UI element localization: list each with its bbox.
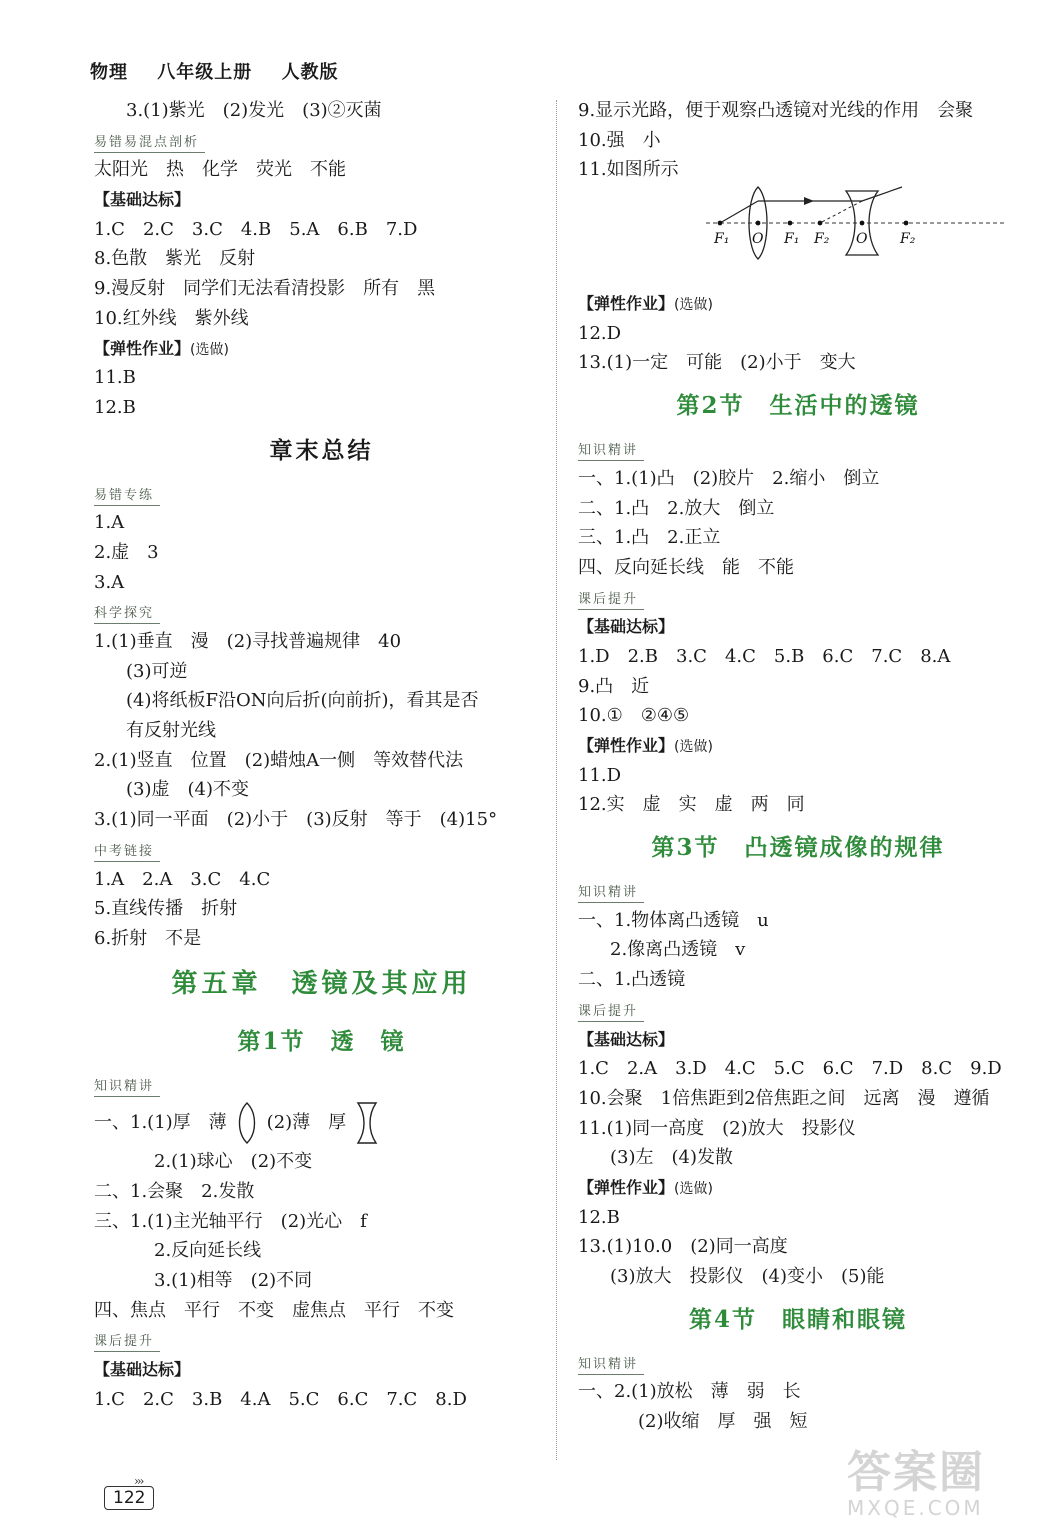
answer-line: 一、2.(1)放松 薄 弱 长 bbox=[578, 1381, 801, 1403]
answer-line: 1.A bbox=[94, 512, 125, 534]
section-tag bbox=[94, 479, 549, 509]
focus-point bbox=[818, 221, 823, 226]
answer-line: 2.像离凸透镜 v bbox=[610, 939, 746, 961]
answer-line: 2.(1)竖直 位置 (2)蜡烛A一侧 等效替代法 bbox=[94, 749, 464, 771]
answer-line: 四、焦点 平行 不变 虚焦点 平行 不变 bbox=[94, 1299, 454, 1321]
exercise-group-note: (选做) bbox=[674, 297, 713, 314]
header-grade: 八年级上册 bbox=[157, 62, 253, 83]
focus-point bbox=[788, 221, 793, 226]
figure-label: F₂ bbox=[814, 231, 830, 248]
figure-label: F₂ bbox=[900, 231, 916, 248]
lens-answer-line bbox=[94, 1099, 549, 1147]
answer-line: 2.(1)球心 (2)不变 bbox=[154, 1151, 313, 1173]
lens-ray-diagram bbox=[578, 185, 1018, 289]
watermark-logo-text: 答案圈 bbox=[847, 1447, 985, 1498]
exercise-group-heading bbox=[578, 612, 1018, 642]
section-tag bbox=[94, 835, 549, 865]
answer-line: (3)左 (4)发散 bbox=[610, 1147, 733, 1169]
exercise-group-note: (选做) bbox=[190, 341, 229, 358]
section-tag-label: 课后提升 bbox=[94, 1333, 160, 1352]
answer-line: 3.(1)同一平面 (2)小于 (3)反射 等于 (4)15° bbox=[94, 809, 498, 831]
exercise-group-note: (选做) bbox=[674, 739, 713, 755]
answer-line: 1.C 2.C 3.B 4.A 5.C 6.C 7.C 8.D bbox=[94, 1388, 467, 1410]
answer-line: 太阳光 热 化学 荧光 不能 bbox=[94, 159, 346, 181]
exercise-group-label: 【基础达标】 bbox=[578, 617, 675, 637]
figure-label: F₁ bbox=[714, 231, 730, 248]
answer-line: 1.(1)垂直 漫 (2)寻找普遍规律 40 bbox=[94, 631, 402, 652]
exercise-group-label: 【弹性作业】 bbox=[578, 294, 675, 314]
exercise-group-label: 【弹性作业】 bbox=[578, 736, 675, 755]
focus-point bbox=[904, 221, 909, 226]
answer-line: 1.D 2.B 3.C 4.C 5.B 6.C 7.C 8.A bbox=[578, 645, 951, 667]
section-title: 第2节 生活中的透镜 bbox=[676, 392, 920, 420]
exercise-group-label: 【基础达标】 bbox=[94, 190, 191, 210]
answer-line: 11.B bbox=[94, 367, 136, 389]
watermark-url: MXQE.COM bbox=[847, 1496, 984, 1520]
concave-lens-icon bbox=[356, 1101, 378, 1145]
section-tag bbox=[578, 995, 1018, 1025]
convex-answer-text: 一、1.(1)厚 薄 bbox=[94, 1112, 227, 1134]
exercise-group-heading bbox=[94, 334, 549, 364]
section-tag bbox=[578, 876, 1018, 906]
watermark bbox=[847, 1436, 1027, 1526]
answer-line: 三、1.(1)主光轴平行 (2)光心 f bbox=[94, 1210, 367, 1232]
answer-line: 6.折射 不是 bbox=[94, 927, 202, 949]
exercise-group-label: 【弹性作业】 bbox=[94, 338, 191, 358]
answer-line: 11.(1)同一高度 (2)放大 投影仪 bbox=[578, 1117, 856, 1139]
exercise-group-heading bbox=[94, 185, 549, 215]
ray-virtual-extension bbox=[820, 201, 862, 223]
answer-line: 12.D bbox=[578, 322, 622, 344]
answer-line: 10.红外线 紫外线 bbox=[94, 307, 249, 329]
answer-line: 二、1.凸透镜 bbox=[578, 969, 686, 991]
answer-line: 11.D bbox=[578, 764, 622, 786]
section-tag bbox=[94, 1325, 549, 1355]
answer-line: 13.(1)一定 可能 (2)小于 变大 bbox=[578, 352, 856, 374]
section-tag-label: 知识精讲 bbox=[94, 1078, 160, 1097]
chapter-summary-title: 章末总结 bbox=[269, 436, 374, 464]
answer-line: 9.漫反射 同学们无法看清投影 所有 黑 bbox=[94, 278, 436, 300]
figure-label: O bbox=[752, 231, 764, 248]
chapter-title: 第五章 透镜及其应用 bbox=[171, 968, 472, 999]
section-tag-label: 知识精讲 bbox=[578, 1356, 644, 1375]
section-tag bbox=[578, 1348, 1018, 1378]
section-tag bbox=[94, 126, 549, 156]
figure-label: O bbox=[856, 231, 868, 248]
ray-arrow bbox=[804, 197, 814, 205]
focus-point bbox=[860, 221, 865, 226]
answer-line: (3)放大 投影仪 (4)变小 (5)能 bbox=[610, 1266, 885, 1287]
exercise-group-heading bbox=[578, 1025, 1018, 1055]
answer-line: 10.强 小 bbox=[578, 129, 661, 151]
answer-line: (3)虚 (4)不变 bbox=[126, 779, 249, 801]
concave-answer-text: (2)薄 厚 bbox=[266, 1112, 347, 1134]
exercise-group-note: (选做) bbox=[674, 1180, 713, 1197]
right-column bbox=[578, 96, 1018, 1437]
answer-line: 12.实 虚 实 虚 两 同 bbox=[578, 794, 805, 816]
header-subject: 物理 bbox=[90, 62, 128, 83]
section-tag-label: 科学探究 bbox=[94, 605, 160, 624]
exercise-group-label: 【基础达标】 bbox=[94, 1360, 191, 1380]
page-number: 122 bbox=[104, 1486, 154, 1510]
answer-line: 12.B bbox=[578, 1206, 620, 1228]
section-tag bbox=[94, 597, 549, 627]
answer-line: 11.如图所示 bbox=[578, 159, 679, 181]
section-tag-label: 中考链接 bbox=[94, 843, 160, 862]
section-tag-label: 课后提升 bbox=[578, 1003, 644, 1022]
answer-line: 3.(1)相等 (2)不同 bbox=[154, 1270, 313, 1291]
answer-line: 二、1.凸 2.放大 倒立 bbox=[578, 497, 775, 519]
answer-line: 3.(1)紫光 (2)发光 (3)②灭菌 bbox=[126, 100, 382, 121]
section-tag-label: 易错专练 bbox=[94, 487, 160, 506]
answer-line: (3)可逆 bbox=[126, 660, 188, 682]
ray-refracted-right bbox=[862, 187, 902, 201]
answer-line: 四、反向延长线 能 不能 bbox=[578, 556, 794, 578]
exercise-group-heading bbox=[578, 1173, 1018, 1203]
answer-line: 二、1.会聚 2.发散 bbox=[94, 1180, 255, 1202]
focus-point bbox=[718, 221, 723, 226]
answer-line: 9.凸 近 bbox=[578, 675, 650, 697]
exercise-group-heading bbox=[578, 731, 1018, 761]
exercise-group-label: 【基础达标】 bbox=[578, 1029, 675, 1049]
convex-lens-icon bbox=[237, 1101, 257, 1145]
exercise-group-heading bbox=[94, 1355, 549, 1385]
section-tag-label: 知识精讲 bbox=[578, 442, 644, 461]
section-tag bbox=[94, 1070, 549, 1100]
section-title: 第4节 眼睛和眼镜 bbox=[688, 1305, 907, 1333]
header-edition: 人教版 bbox=[281, 62, 339, 83]
answer-line: 1.C 2.C 3.C 4.B 5.A 6.B 7.D bbox=[94, 218, 418, 240]
section-tag bbox=[578, 583, 1018, 613]
answer-line: 10.① ②④⑤ bbox=[578, 705, 690, 727]
answer-line: 9.显示光路，便于观察凸透镜对光线的作用 会聚 bbox=[578, 100, 974, 121]
answer-line: 5.直线传播 折射 bbox=[94, 898, 238, 920]
focus-point bbox=[756, 221, 761, 226]
section-title: 第3节 凸透镜成像的规律 bbox=[651, 834, 945, 862]
column-divider bbox=[556, 100, 557, 1460]
figure-label: F₁ bbox=[784, 231, 800, 248]
answer-line: 1.A 2.A 3.C 4.C bbox=[94, 868, 271, 890]
page-arrows-icon: ››› bbox=[134, 1474, 143, 1488]
section-tag-label: 易错易混点剖析 bbox=[94, 134, 205, 153]
answer-line: 三、1.凸 2.正立 bbox=[578, 527, 721, 549]
ray-incident-left bbox=[720, 201, 758, 223]
section-tag-label: 知识精讲 bbox=[578, 884, 644, 903]
section-tag bbox=[578, 434, 1018, 464]
answer-line: 12.B bbox=[94, 396, 136, 418]
page-header bbox=[90, 58, 361, 84]
answer-line: (2)收缩 厚 强 短 bbox=[638, 1411, 808, 1433]
answer-line: 10.会聚 1倍焦距到2倍焦距之间 远离 漫 遵循 bbox=[578, 1087, 990, 1109]
answer-line: 一、1.物体离凸透镜 u bbox=[578, 909, 769, 931]
answer-line: 2.反向延长线 bbox=[154, 1240, 262, 1262]
answer-line: 2.虚 3 bbox=[94, 541, 159, 563]
answer-line: 13.(1)10.0 (2)同一高度 bbox=[578, 1236, 788, 1258]
answer-line: 1.C 2.A 3.D 4.C 5.C 6.C 7.D 8.C 9.D bbox=[578, 1058, 1002, 1080]
answer-line: 一、1.(1)凸 (2)胶片 2.缩小 倒立 bbox=[578, 467, 880, 489]
answer-line: (4)将纸板F沿ON向后折(向前折)，看其是否 bbox=[126, 690, 479, 712]
answer-line: 有反射光线 bbox=[126, 720, 216, 742]
exercise-group-heading bbox=[578, 289, 1018, 319]
exercise-group-label: 【弹性作业】 bbox=[578, 1177, 675, 1197]
left-column bbox=[94, 96, 549, 1414]
answer-line: 3.A bbox=[94, 571, 125, 593]
answer-line: 8.色散 紫光 反射 bbox=[94, 248, 256, 270]
section-tag-label: 课后提升 bbox=[578, 591, 644, 610]
section-title: 第1节 透 镜 bbox=[237, 1027, 406, 1055]
